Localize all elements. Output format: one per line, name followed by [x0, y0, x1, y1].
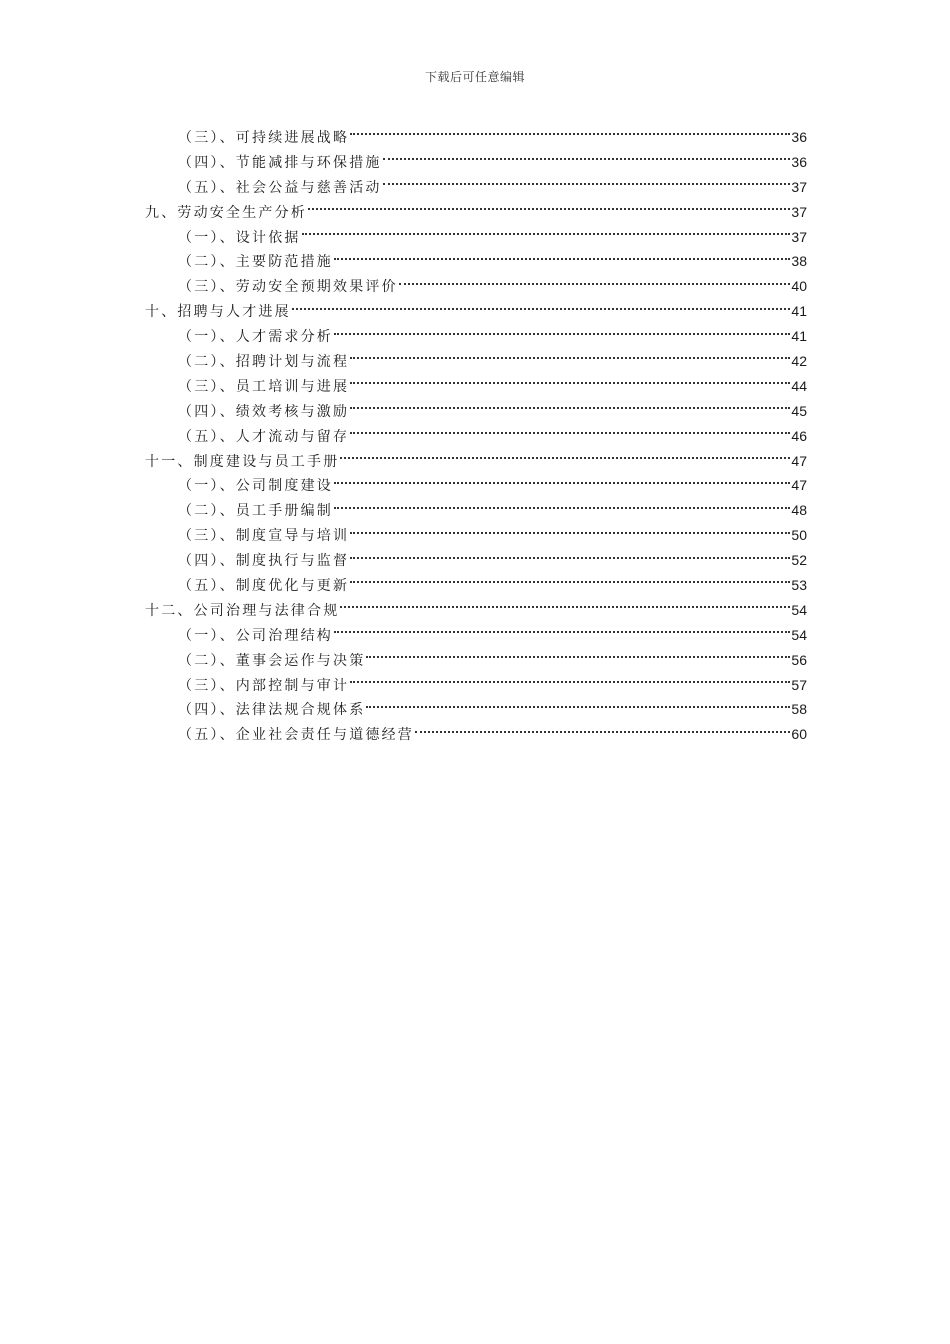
toc-section-row[interactable] — [145, 498, 807, 523]
toc-dot-leader — [334, 482, 790, 484]
toc-page-number: 54 — [791, 626, 807, 643]
toc-entry-title: （一）、人才需求分析 — [178, 329, 333, 346]
toc-entry-title: （三）、可持续进展战略 — [178, 130, 350, 146]
table-of-contents — [145, 125, 807, 747]
toc-page-number: 44 — [791, 377, 807, 394]
toc-entry-title: （一）、公司治理结构 — [178, 627, 333, 644]
toc-section-row[interactable] — [145, 697, 807, 722]
toc-dot-leader — [383, 158, 791, 160]
toc-dot-leader — [334, 631, 790, 633]
toc-entry-title: （三）、劳动安全预期效果评价 — [178, 279, 398, 296]
toc-page-number: 60 — [791, 726, 807, 743]
toc-entry-title: （四）、节能减排与环保措施 — [178, 154, 382, 171]
toc-section-row[interactable] — [145, 673, 807, 698]
toc-section-row[interactable] — [145, 324, 807, 349]
toc-page-number: 37 — [791, 203, 807, 220]
toc-page-number: 46 — [791, 427, 807, 444]
toc-entry-title: （三）、员工培训与进展 — [178, 378, 350, 395]
toc-entry-title: （二）、员工手册编制 — [178, 503, 333, 520]
toc-section-row[interactable] — [145, 523, 807, 548]
toc-dot-leader — [350, 382, 790, 384]
toc-entry-title: （四）、法律法规合规体系 — [178, 702, 366, 719]
toc-dot-leader — [334, 258, 790, 260]
toc-dot-leader — [308, 208, 790, 210]
toc-chapter-row[interactable] — [145, 598, 807, 623]
toc-entry-title: （四）、绩效考核与激励 — [178, 403, 350, 420]
toc-section-row[interactable] — [145, 274, 807, 299]
toc-entry-title: （二）、招聘计划与流程 — [178, 354, 350, 371]
toc-dot-leader — [334, 333, 790, 335]
toc-page-number: 56 — [791, 651, 807, 668]
toc-page-number: 47 — [791, 477, 807, 494]
toc-dot-leader — [415, 731, 790, 733]
toc-page-number: 36 — [791, 153, 807, 170]
toc-dot-leader — [350, 133, 790, 135]
toc-page-number: 41 — [791, 328, 807, 345]
toc-entry-title: （三）、内部控制与审计 — [178, 677, 350, 694]
toc-section-row[interactable] — [145, 225, 807, 250]
toc-page-number: 54 — [791, 601, 807, 618]
toc-page-number: 48 — [791, 502, 807, 519]
toc-entry-title: 十二、公司治理与法律合规 — [145, 602, 340, 619]
toc-section-row[interactable] — [145, 249, 807, 274]
toc-page-number: 41 — [791, 303, 807, 320]
toc-page-number: 37 — [791, 178, 807, 195]
toc-section-row[interactable] — [145, 722, 807, 747]
toc-dot-leader — [350, 357, 790, 359]
toc-dot-leader — [340, 606, 790, 608]
toc-entry-title: （四）、制度执行与监督 — [178, 553, 350, 570]
toc-entry-title: （一）、设计依据 — [178, 229, 301, 246]
toc-entry-title: （二）、董事会运作与决策 — [178, 652, 366, 669]
toc-entry-title: （五）、企业社会责任与道德经营 — [178, 727, 414, 744]
toc-section-row[interactable] — [145, 548, 807, 573]
toc-dot-leader — [350, 681, 790, 683]
toc-entry-title: （五）、社会公益与慈善活动 — [178, 179, 382, 196]
toc-dot-leader — [292, 308, 791, 310]
toc-page-number: 50 — [791, 527, 807, 544]
toc-dot-leader — [366, 706, 790, 708]
toc-page-number: 47 — [791, 452, 807, 469]
toc-page-number: 45 — [791, 402, 807, 419]
toc-section-row[interactable] — [145, 424, 807, 449]
toc-section-row[interactable] — [145, 648, 807, 673]
toc-chapter-row[interactable] — [145, 449, 807, 474]
toc-entry-title: （五）、制度优化与更新 — [178, 578, 350, 595]
toc-section-row[interactable] — [145, 125, 807, 150]
toc-dot-leader — [302, 233, 791, 235]
toc-chapter-row[interactable] — [145, 200, 807, 225]
page-header: 下载后可任意编辑 — [424, 70, 525, 84]
toc-chapter-row[interactable] — [145, 299, 807, 324]
toc-page-number: 42 — [791, 353, 807, 370]
toc-page-number: 53 — [791, 577, 807, 594]
toc-section-row[interactable] — [145, 349, 807, 374]
toc-dot-leader — [350, 557, 790, 559]
toc-page-number: 57 — [791, 676, 807, 693]
toc-dot-leader — [350, 432, 790, 434]
toc-dot-leader — [399, 283, 791, 285]
toc-page-number: 52 — [791, 552, 807, 569]
toc-section-row[interactable] — [145, 374, 807, 399]
toc-page-number: 36 — [791, 129, 807, 145]
toc-section-row[interactable] — [145, 623, 807, 648]
toc-entry-title: （三）、制度宣导与培训 — [178, 528, 350, 545]
toc-page-number: 40 — [791, 278, 807, 295]
toc-dot-leader — [383, 183, 791, 185]
toc-entry-title: （二）、主要防范措施 — [178, 254, 333, 271]
toc-dot-leader — [340, 457, 790, 459]
toc-entry-title: （一）、公司制度建设 — [178, 478, 333, 495]
toc-dot-leader — [350, 532, 790, 534]
toc-section-row[interactable] — [145, 175, 807, 200]
toc-entry-title: （五）、人才流动与留存 — [178, 428, 350, 445]
toc-dot-leader — [366, 656, 790, 658]
toc-section-row[interactable] — [145, 399, 807, 424]
toc-section-row[interactable] — [145, 573, 807, 598]
toc-dot-leader — [350, 407, 790, 409]
toc-section-row[interactable] — [145, 473, 807, 498]
toc-page-number: 38 — [791, 253, 807, 270]
toc-page-number: 58 — [791, 701, 807, 718]
toc-entry-title: 九、劳动安全生产分析 — [145, 204, 307, 221]
toc-entry-title: 十、招聘与人才进展 — [145, 304, 291, 321]
toc-section-row[interactable] — [145, 150, 807, 175]
toc-dot-leader — [350, 581, 790, 583]
toc-dot-leader — [334, 507, 790, 509]
toc-page-number: 37 — [791, 228, 807, 245]
toc-entry-title: 十一、制度建设与员工手册 — [145, 453, 340, 470]
